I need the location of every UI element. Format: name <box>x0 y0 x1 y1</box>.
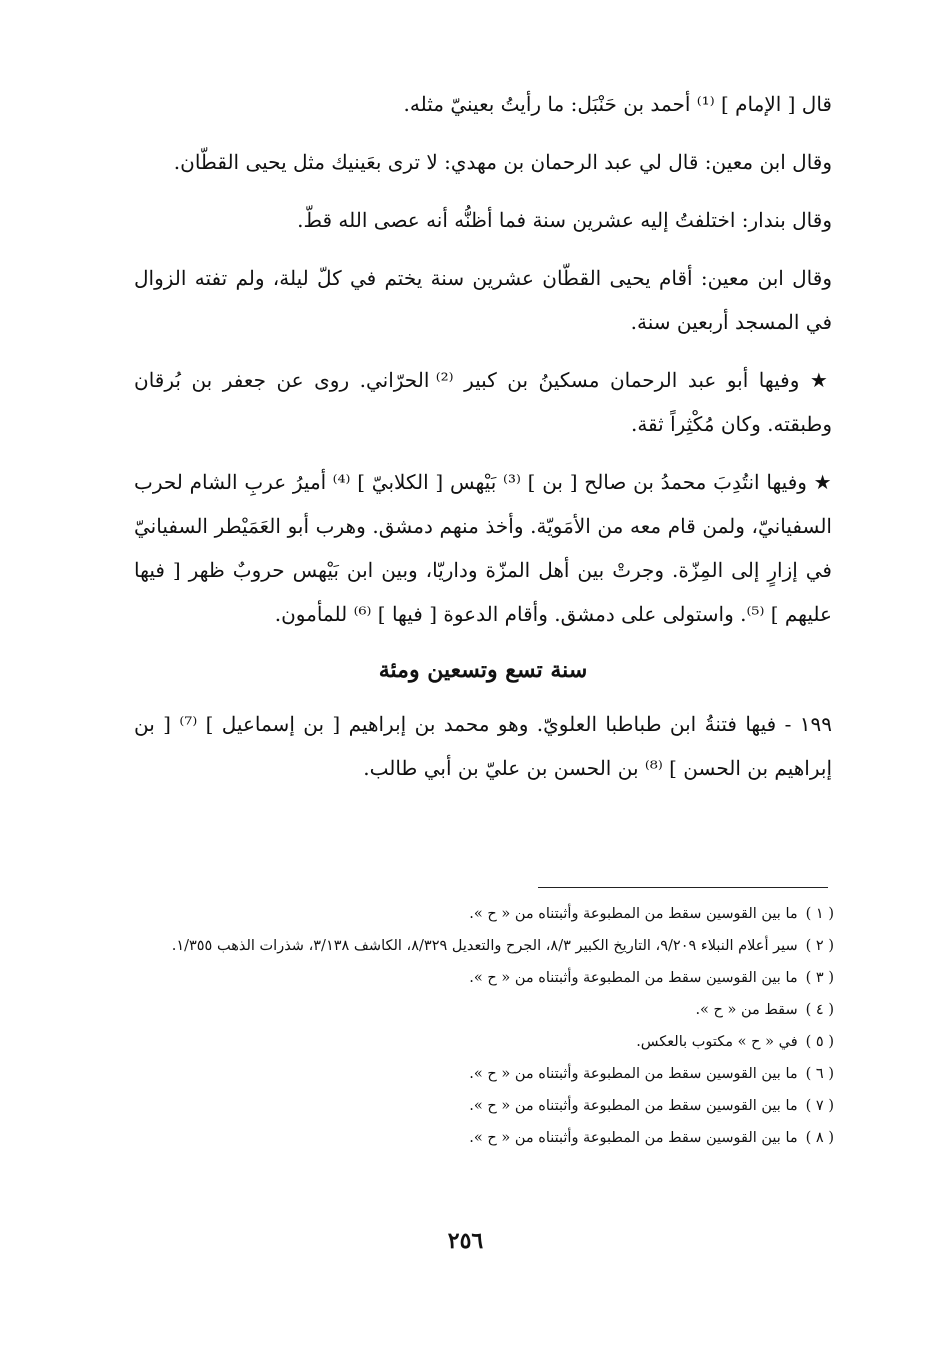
footnote-number: ( ٧ ) <box>805 1098 834 1114</box>
footnote-text: ما بين القوسين سقط من المطبوعة وأثبتناه من « ح ». <box>469 1130 798 1146</box>
footnote-text: سير أعلام النبلاء ٩/٢٠٩، التاريخ الكبير ٨/٣، الجرح والتعديل ٨/٣٢٩، الكاشف ٣/١٣٨، شذرات الذهب ١/٣٥٥. <box>171 938 798 954</box>
footnote-1 <box>134 898 834 930</box>
footnote-number: ( ٦ ) <box>805 1066 834 1082</box>
footnote-number: ( ٣ ) <box>805 970 834 986</box>
paragraph-final: ١٩٩ - فيها فتنةُ ابن طباطبا العلويّ. وهو محمد بن إبراهيم [ بن إسماعيل ] ⁽⁷⁾ [ بن إبراهيم بن الحسن ] ⁽⁸⁾ بن الحسن بن عليّ بن أبي طالب. <box>134 712 832 780</box>
footnote-text: ما بين القوسين سقط من المطبوعة وأثبتناه من « ح ». <box>469 970 798 986</box>
footnote-divider <box>538 887 828 888</box>
footnote-5 <box>134 1026 834 1058</box>
footnote-number: ( ٢ ) <box>805 938 834 954</box>
footnote-text: سقط من « ح ». <box>695 1002 798 1018</box>
footnote-3 <box>134 962 834 994</box>
footnote-number: ( ٤ ) <box>805 1002 834 1018</box>
page-number: ٢٥٦ <box>447 1228 484 1254</box>
footnote-4 <box>134 994 834 1026</box>
paragraph-3: وقال بندار: اختلفتُ إليه عشرين سنة فما أظنُّه أنه عصى الله قطّ. <box>297 208 832 232</box>
footnote-number: ( ٥ ) <box>805 1034 834 1050</box>
paragraph-5: ★ وفيها أبو عبد الرحمان مسكينُ بن كبير ⁽²⁾ الحرّاني. روى عن جعفر بن بُرقان وطبقته. وكان مُكْثِراً ثقة. <box>134 368 832 436</box>
footnote-6 <box>134 1058 834 1090</box>
footnote-number: ( ١ ) <box>805 906 834 922</box>
footnotes <box>134 898 834 1154</box>
paragraph-1: قال [ الإمام ] ⁽¹⁾ أحمد بن حَنْبَل: ما رأيتُ بعينيّ مثله. <box>403 92 832 116</box>
section-heading: سنة تسع وتسعين ومئة <box>378 657 588 683</box>
footnote-8 <box>134 1122 834 1154</box>
footnote-text: في « ح » مكتوب بالعكس. <box>636 1034 798 1050</box>
footnote-text: ما بين القوسين سقط من المطبوعة وأثبتناه من « ح ». <box>469 906 798 922</box>
footnote-number: ( ٨ ) <box>805 1130 834 1146</box>
footnote-7 <box>134 1090 834 1122</box>
footnote-2 <box>134 930 834 962</box>
paragraph-6: ★ وفيها انتُدِبَ محمدُ بن صالح [ بن ] ⁽³⁾ بَيْهس [ الكلابيّ ] ⁽⁴⁾ أميرُ عربِ الشام لحرب السفيانيّ، ولمن قام معه من الأمَويّة. وأخذ منهم دمشق. وهرب أبو العَمَيْطر السفيانيّ في إزارٍ إلى المِزّة. وجرتْ بين أهل المزّة وداريّا، وبين ابن بَيْهس حروبٌ ظهر [ فيها عليهم ] ⁽⁵⁾. واستولى على دمشق. وأقام الدعوة [ فيها ] ⁽⁶⁾ للمأمون. <box>134 470 832 626</box>
footnote-text: ما بين القوسين سقط من المطبوعة وأثبتناه من « ح ». <box>469 1098 798 1114</box>
paragraph-4: وقال ابن معين: أقام يحيى القطّان عشرين سنة يختم في كلّ ليلة، ولم تفته الزوال في المسجد أربعين سنة. <box>134 266 832 334</box>
main-text <box>134 82 832 804</box>
paragraph-2: وقال ابن معين: قال لي عبد الرحمان بن مهدي: لا ترى بعَينيك مثل يحيى القطّان. <box>173 150 832 174</box>
footnote-text: ما بين القوسين سقط من المطبوعة وأثبتناه من « ح ». <box>469 1066 798 1082</box>
